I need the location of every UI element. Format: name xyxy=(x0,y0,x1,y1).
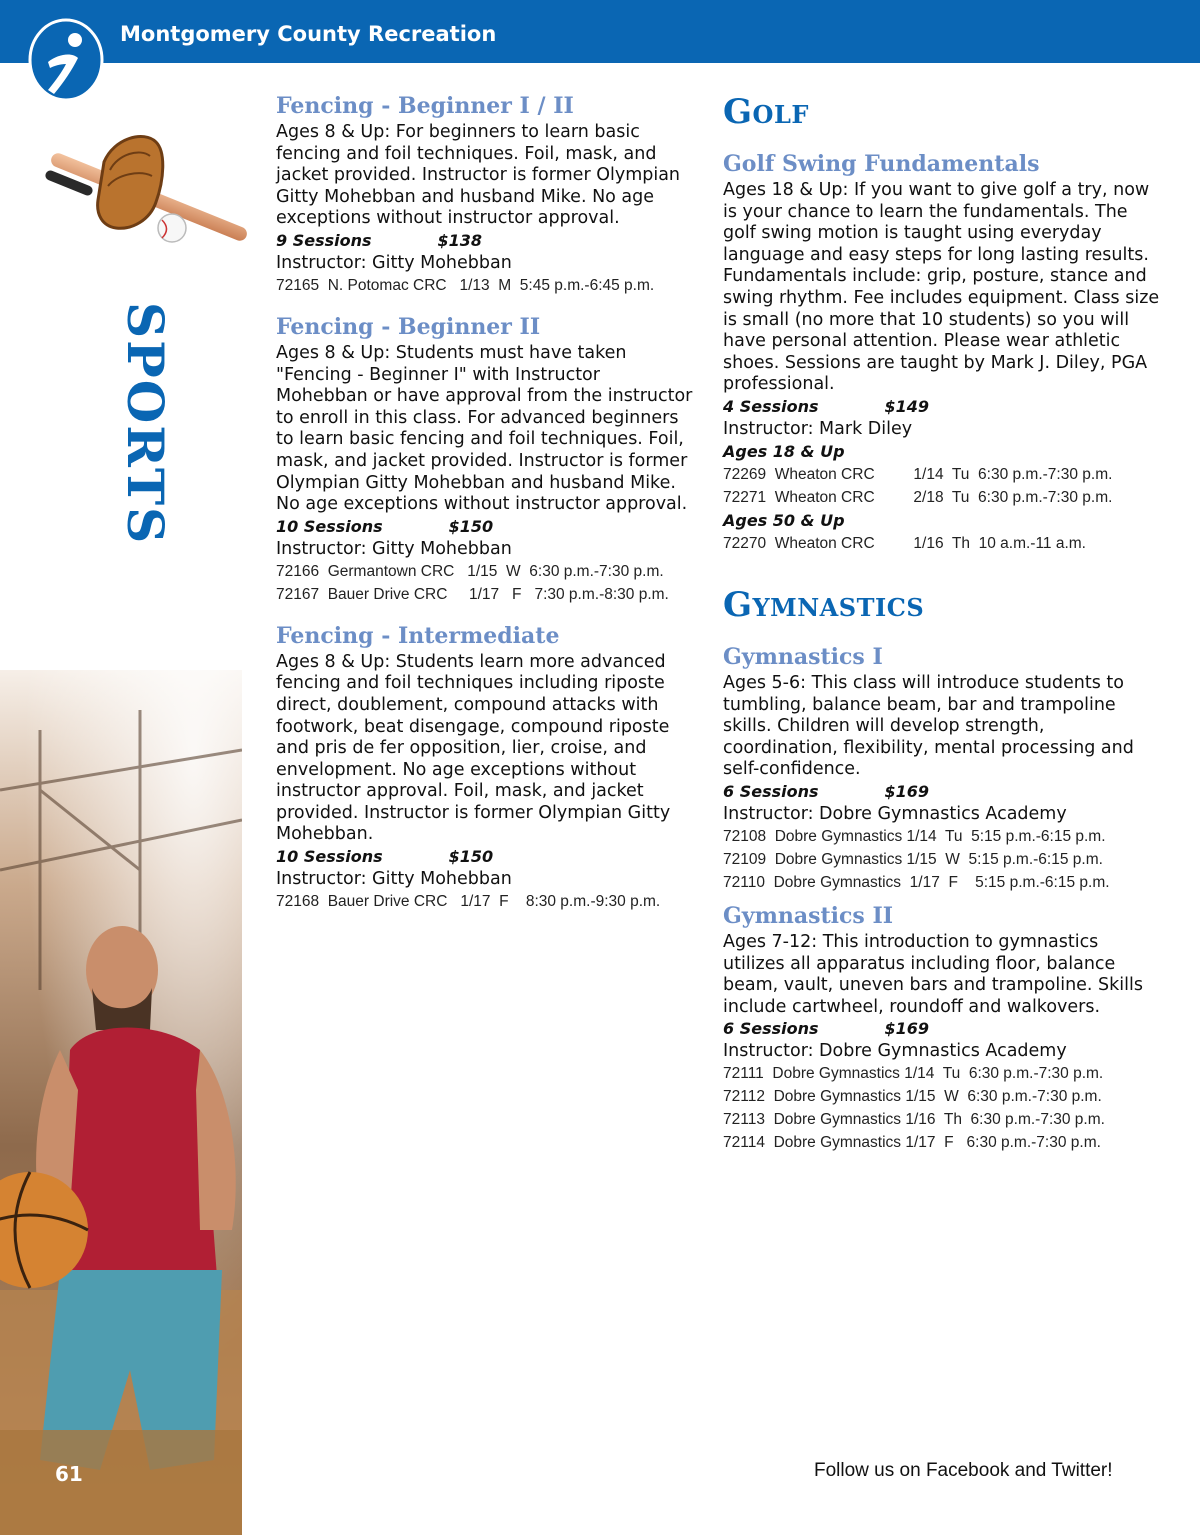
section-heading-gymnastics: Gymnastics xyxy=(723,584,925,625)
course-title: Golf Swing Fundamentals xyxy=(723,151,1040,177)
class-row: 72165 N. Potomac CRC 1/13 M 5:45 p.m.-6:45 p.m. xyxy=(276,276,655,294)
basketball-player-photo xyxy=(0,670,242,1535)
course-fencing-beginner-1-2 xyxy=(276,90,696,297)
course-golf-swing xyxy=(723,148,1163,555)
session-fee-line xyxy=(276,230,696,252)
course-fee: $138 xyxy=(437,230,483,250)
session-count: 9 Sessions xyxy=(276,230,372,250)
class-row: 72112 Dobre Gymnastics 1/15 W 6:30 p.m.-7:30 p.m. xyxy=(723,1088,1102,1106)
session-count: 6 Sessions xyxy=(723,1019,819,1039)
course-title: Fencing - Beginner I / II xyxy=(276,93,574,119)
course-description: Ages 7-12: This introduction to gymnastics utilizes all apparatus including floor, balance beam, vault, uneven bars and trampoline. Skills include cartwheel, roundoff and walkovers. xyxy=(723,931,1144,1017)
course-description: Ages 8 & Up: For beginners to learn basic fencing and foil techniques. Foil, mask, and jacket provided. Instructor is former Olympian Gitty Mohebban and husband Mike. No age exceptions without instructor approval. xyxy=(276,122,681,229)
class-row: 72167 Bauer Drive CRC 1/17 F 7:30 p.m.-8:30 p.m. xyxy=(276,585,669,603)
session-fee-line xyxy=(276,516,696,538)
class-row: 72111 Dobre Gymnastics 1/14 Tu 6:30 p.m.-7:30 p.m. xyxy=(723,1065,1104,1083)
instructor-line: Instructor: Dobre Gymnastics Academy xyxy=(723,803,1067,824)
course-fee: $150 xyxy=(448,847,494,867)
class-row: 72270 Wheaton CRC 1/16 Th 10 a.m.-11 a.m. xyxy=(723,534,1086,552)
course-fee: $169 xyxy=(884,781,930,801)
class-row: 72271 Wheaton CRC 2/18 Tu 6:30 p.m.-7:30 p.m. xyxy=(723,488,1113,506)
course-fee: $169 xyxy=(884,1019,930,1039)
course-gymnastics-2 xyxy=(723,900,1163,1154)
org-name: Montgomery County Recreation xyxy=(120,22,497,46)
class-row: 72108 Dobre Gymnastics 1/14 Tu 5:15 p.m.-6:15 p.m. xyxy=(723,827,1106,845)
instructor-line: Instructor: Gitty Mohebban xyxy=(276,869,512,890)
session-count: 4 Sessions xyxy=(723,396,819,416)
fencing-column xyxy=(276,90,696,913)
session-count: 6 Sessions xyxy=(723,781,819,801)
class-row: 72269 Wheaton CRC 1/14 Tu 6:30 p.m.-7:30 p.m. xyxy=(723,465,1113,483)
course-fee: $150 xyxy=(448,516,494,536)
page-number: 61 xyxy=(55,1462,83,1486)
class-row: 72114 Dobre Gymnastics 1/17 F 6:30 p.m.-7:30 p.m. xyxy=(723,1134,1101,1152)
session-fee-line xyxy=(276,846,696,868)
recreation-logo-icon xyxy=(28,18,104,102)
sports-vertical-title: SPORTS xyxy=(116,302,175,546)
instructor-line: Instructor: Mark Diley xyxy=(723,418,913,439)
instructor-line: Instructor: Gitty Mohebban xyxy=(276,252,512,273)
course-fee: $149 xyxy=(884,396,930,416)
course-fencing-intermediate xyxy=(276,620,696,913)
header-bar xyxy=(0,0,1200,63)
session-fee-line xyxy=(723,396,1163,418)
age-group-label: Ages 50 & Up xyxy=(723,510,845,530)
age-group-label: Ages 18 & Up xyxy=(723,441,845,461)
class-row: 72166 Germantown CRC 1/15 W 6:30 p.m.-7:30 p.m. xyxy=(276,562,664,580)
session-fee-line xyxy=(723,781,1163,803)
instructor-line: Instructor: Dobre Gymnastics Academy xyxy=(723,1041,1067,1062)
instructor-line: Instructor: Gitty Mohebban xyxy=(276,538,512,559)
course-description: Ages 18 & Up: If you want to give golf a try, now is your chance to learn the fundamentals. The golf swing motion is taught using everyday language and easy steps for long lasting results. Fundamentals include: grip, posture, stance and swing rhythm. Fee includes equipment. Class size is small (no more that 10 students) so you will have personal attention. Please wear athletic shoes. Sessions are taught by Mark J. Diley, PGA professional. xyxy=(723,180,1160,395)
session-count: 10 Sessions xyxy=(276,516,383,536)
course-title: Gymnastics II xyxy=(723,902,894,929)
course-description: Ages 8 & Up: Students learn more advanced fencing and foil techniques including riposte direct, doublement, compound attacks with footwork, beat disengage, compound riposte and pris de fer opposition, lier, croise, and envelopment. No age exceptions without instructor approval. Foil, mask, and jacket provided. Instructor is former Olympian Gitty Mohebban. xyxy=(276,651,671,845)
course-title: Fencing - Intermediate xyxy=(276,622,560,649)
course-gymnastics-1 xyxy=(723,641,1163,894)
golf-gymnastics-column xyxy=(723,90,1163,1154)
follow-us-text: Follow us on Facebook and Twitter! xyxy=(814,1460,1113,1481)
course-title: Fencing - Beginner II xyxy=(276,313,541,340)
class-row: 72109 Dobre Gymnastics 1/15 W 5:15 p.m.-6:15 p.m. xyxy=(723,850,1103,868)
session-count: 10 Sessions xyxy=(276,847,383,867)
baseball-equipment-image xyxy=(44,130,259,248)
class-row: 72110 Dobre Gymnastics 1/17 F 5:15 p.m.-6:15 p.m. xyxy=(723,873,1110,891)
course-title: Gymnastics I xyxy=(723,643,883,670)
class-row: 72168 Bauer Drive CRC 1/17 F 8:30 p.m.-9:30 p.m. xyxy=(276,893,661,911)
course-description: Ages 5-6: This class will introduce students to tumbling, balance beam, bar and trampoline skills. Children will develop strength, coordination, flexibility, mental processing and self-confidence. xyxy=(723,672,1134,780)
course-description: Ages 8 & Up: Students must have taken "Fencing - Beginner I" with Instructor Mohebban or have approval from the instructor to enroll in this class. For advanced beginners to learn basic fencing and foil techniques. Foil, mask, and jacket provided. Instructor is former Olympian Gitty Mohebban and husband Mike. No age exceptions without instructor approval. xyxy=(276,342,693,515)
section-heading-golf: Golf xyxy=(723,92,809,132)
sports-section-label xyxy=(115,302,175,546)
session-fee-line xyxy=(723,1018,1163,1040)
class-row: 72113 Dobre Gymnastics 1/16 Th 6:30 p.m.-7:30 p.m. xyxy=(723,1111,1105,1129)
course-fencing-beginner-2 xyxy=(276,311,696,606)
